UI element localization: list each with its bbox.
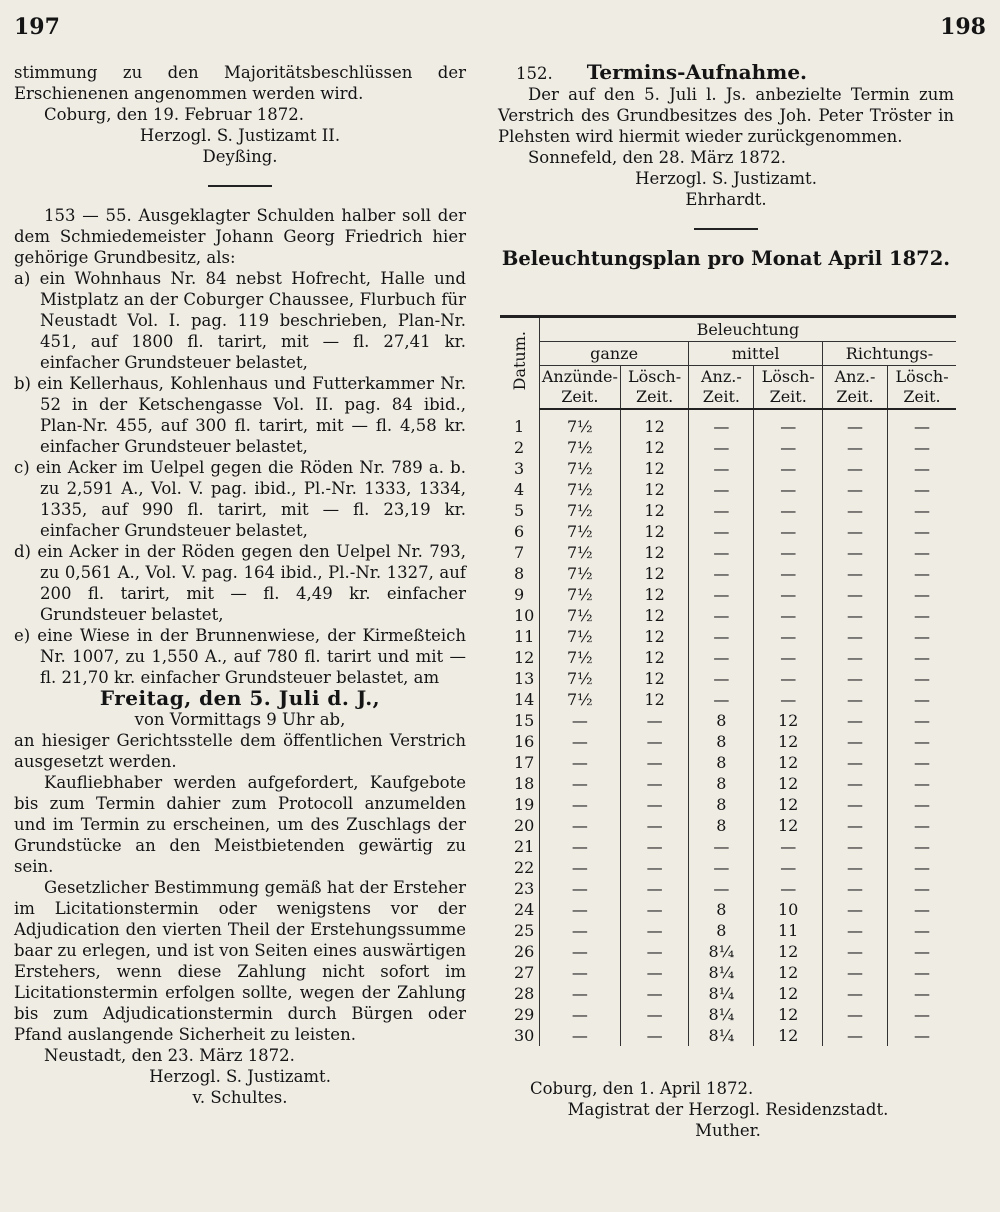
time-cell: 7½ xyxy=(539,500,620,521)
time-cell: — xyxy=(822,584,887,605)
date-cell: 6 xyxy=(500,521,539,542)
time-cell: — xyxy=(822,794,887,815)
table-row xyxy=(500,1025,956,1046)
time-cell: — xyxy=(822,710,887,731)
table-row xyxy=(500,710,956,731)
time-cell: — xyxy=(620,857,688,878)
time-cell: — xyxy=(822,479,887,500)
subgroup-header: mittel xyxy=(689,342,823,366)
time-cell: 12 xyxy=(620,437,688,458)
table-row xyxy=(500,626,956,647)
time-cell: 12 xyxy=(620,605,688,626)
table-row xyxy=(500,836,956,857)
time-cell: — xyxy=(914,564,931,583)
time-cell: 8 xyxy=(689,899,754,920)
time-cell: — xyxy=(620,815,688,836)
date-cell: 8 xyxy=(500,563,539,584)
time-cell: — xyxy=(914,690,931,709)
table-row xyxy=(500,584,956,605)
list-item: e) eine Wiese in der Brunnenwiese, der Kirmeßteich Nr. 1007, zu 1,550 A., auf 780 fl. tarirt und mit — fl. 21,70 kr. einfacher Grundsteuer belastet, am xyxy=(14,626,466,687)
date-cell: 30 xyxy=(500,1025,539,1046)
time-cell: — xyxy=(914,501,931,520)
time-cell: — xyxy=(754,584,822,605)
time-cell: — xyxy=(914,1026,931,1045)
date-cell: 3 xyxy=(500,458,539,479)
time-cell: 7½ xyxy=(539,626,620,647)
table-footer xyxy=(500,1078,956,1141)
time-cell: — xyxy=(914,438,931,457)
time-cell: — xyxy=(539,899,620,920)
list-item: c) ein Acker im Uelpel gegen die Röden Nr. 789 a. b. zu 2,591 A., Vol. V. pag. ibid., Pl.-Nr. 1333, 1334, 1335, auf 990 fl. tarirt, mit — fl. 23,19 kr. einfacher Grundsteuer belastet, xyxy=(14,458,466,540)
date-cell: 9 xyxy=(500,584,539,605)
time-cell: — xyxy=(914,480,931,499)
date-cell: 27 xyxy=(500,962,539,983)
time-cell: — xyxy=(914,711,931,730)
time-cell: 8 xyxy=(689,794,754,815)
notice-152 xyxy=(498,62,954,210)
table-row xyxy=(500,752,956,773)
left-column xyxy=(14,62,466,1108)
table-row xyxy=(500,962,956,983)
time-cell: 12 xyxy=(620,409,688,437)
time-cell: 12 xyxy=(754,962,822,983)
time-cell: — xyxy=(822,836,887,857)
time-cell: — xyxy=(822,409,887,437)
group-header: Beleuchtung xyxy=(539,317,956,342)
date-cell: 12 xyxy=(500,647,539,668)
time-cell: — xyxy=(914,648,931,667)
time-cell: 7½ xyxy=(539,479,620,500)
time-cell: — xyxy=(822,500,887,521)
time-cell: — xyxy=(689,857,754,878)
time-cell: — xyxy=(539,836,620,857)
time-cell: — xyxy=(620,773,688,794)
divider xyxy=(208,185,272,187)
time-cell: — xyxy=(620,878,688,899)
time-cell: 12 xyxy=(620,668,688,689)
date-cell: 26 xyxy=(500,941,539,962)
time-cell: — xyxy=(620,836,688,857)
time-cell: 8¼ xyxy=(689,983,754,1004)
auction-date: Freitag, den 5. Juli d. J., xyxy=(99,686,381,710)
time-cell: 12 xyxy=(620,689,688,710)
time-cell: — xyxy=(914,585,931,604)
date-cell: 2 xyxy=(500,437,539,458)
date-cell: 18 xyxy=(500,773,539,794)
time-cell: — xyxy=(822,458,887,479)
time-cell: — xyxy=(539,941,620,962)
authority: Herzogl. S. Justizamt II. xyxy=(139,126,341,145)
notice-continuation xyxy=(14,62,466,167)
date-cell: 13 xyxy=(500,668,539,689)
notice-intro: 153 — 55. Ausgeklagter Schulden halber soll der dem Schmiedemeister Johann Georg Friedrich hier gehörige Grundbesitz, als: xyxy=(14,206,466,267)
signature: Ehrhardt. xyxy=(685,190,767,209)
time-cell: — xyxy=(822,605,887,626)
time-cell: 7½ xyxy=(539,437,620,458)
place-date: Neustadt, den 23. März 1872. xyxy=(44,1046,295,1065)
time-cell: — xyxy=(822,668,887,689)
time-cell: 8 xyxy=(689,773,754,794)
column-header: Anz.-Zeit. xyxy=(822,366,887,410)
time-cell: 12 xyxy=(754,731,822,752)
time-cell: 12 xyxy=(620,521,688,542)
time-cell: — xyxy=(689,878,754,899)
paragraph: Gesetzlicher Bestimmung gemäß hat der Ersteher im Licitationstermin oder wenigstens vor der Adjudication den vierten Theil der Erstehungssumme baar zu erlegen, und ist von Seiten eines auswärtigen Erstehers, wenn diese Zahlung nicht sofort im Licitationstermin erfolgen sollte, wegen der Zahlung bis zum Adjudicationstermin durch Bürgen oder Pfand auslangende Sicherheit zu leisten. xyxy=(14,878,466,1044)
place-date: Coburg, den 1. April 1872. xyxy=(530,1079,754,1098)
date-cell: 24 xyxy=(500,899,539,920)
time-cell: — xyxy=(754,409,822,437)
authority: Magistrat der Herzogl. Residenzstadt. xyxy=(567,1100,889,1119)
time-cell: — xyxy=(539,962,620,983)
time-cell: 12 xyxy=(620,647,688,668)
time-cell: — xyxy=(914,795,931,814)
subgroup-header: Richtungs- xyxy=(822,342,956,366)
time-cell: — xyxy=(914,669,931,688)
time-cell: — xyxy=(689,689,754,710)
time-cell: — xyxy=(822,773,887,794)
time-cell: 8 xyxy=(689,920,754,941)
time-cell: — xyxy=(822,1004,887,1025)
time-cell: — xyxy=(620,752,688,773)
time-cell: — xyxy=(689,521,754,542)
divider xyxy=(694,228,758,230)
time-cell: — xyxy=(914,732,931,751)
notice-title: Termins-Aufnahme. xyxy=(586,60,808,84)
time-cell: 7½ xyxy=(539,458,620,479)
time-cell: 10 xyxy=(754,899,822,920)
time-cell: — xyxy=(620,899,688,920)
time-cell: 8¼ xyxy=(689,1025,754,1046)
time-cell: — xyxy=(914,963,931,982)
table-row xyxy=(500,521,956,542)
time-cell: 12 xyxy=(620,479,688,500)
time-cell: — xyxy=(689,668,754,689)
time-cell: — xyxy=(689,836,754,857)
time-cell: — xyxy=(754,689,822,710)
place-date: Sonnefeld, den 28. März 1872. xyxy=(528,148,786,167)
time-cell: — xyxy=(822,647,887,668)
date-cell: 10 xyxy=(500,605,539,626)
time-cell: 12 xyxy=(754,983,822,1004)
time-cell: — xyxy=(914,459,931,478)
time-cell: — xyxy=(914,522,931,541)
table-row xyxy=(500,920,956,941)
time-cell: — xyxy=(539,983,620,1004)
signature: v. Schultes. xyxy=(192,1088,288,1107)
date-cell: 28 xyxy=(500,983,539,1004)
date-cell: 17 xyxy=(500,752,539,773)
table-row xyxy=(500,1004,956,1025)
time-cell: — xyxy=(822,563,887,584)
time-cell: 8¼ xyxy=(689,941,754,962)
time-cell: — xyxy=(914,837,931,856)
table-row xyxy=(500,542,956,563)
time-cell: — xyxy=(620,731,688,752)
time-cell: 12 xyxy=(754,710,822,731)
time-cell: 12 xyxy=(754,815,822,836)
auction-venue: an hiesiger Gerichtsstelle dem öffentlichen Verstrich ausgesetzt werden. xyxy=(14,731,466,771)
table-row xyxy=(500,500,956,521)
time-cell: — xyxy=(689,584,754,605)
date-cell: 20 xyxy=(500,815,539,836)
time-cell: — xyxy=(822,752,887,773)
date-cell: 14 xyxy=(500,689,539,710)
time-cell: — xyxy=(539,1004,620,1025)
column-header: Anz.-Zeit. xyxy=(689,366,754,410)
column-header: Lösch-Zeit. xyxy=(888,366,956,410)
column-header: Lösch-Zeit. xyxy=(754,366,822,410)
time-cell: — xyxy=(689,605,754,626)
table-row xyxy=(500,794,956,815)
time-cell: — xyxy=(914,816,931,835)
time-cell: 8 xyxy=(689,815,754,836)
time-cell: — xyxy=(754,878,822,899)
date-cell: 4 xyxy=(500,479,539,500)
table-row xyxy=(500,899,956,920)
time-cell: 7½ xyxy=(539,521,620,542)
time-cell: 7½ xyxy=(539,563,620,584)
time-cell: 12 xyxy=(620,458,688,479)
time-cell: — xyxy=(754,542,822,563)
time-cell: — xyxy=(822,962,887,983)
time-cell: — xyxy=(914,900,931,919)
time-cell: 12 xyxy=(620,584,688,605)
time-cell: — xyxy=(620,920,688,941)
time-cell: — xyxy=(822,731,887,752)
time-cell: — xyxy=(754,458,822,479)
right-column xyxy=(498,62,954,269)
time-cell: 8¼ xyxy=(689,962,754,983)
table-row xyxy=(500,605,956,626)
time-cell: 12 xyxy=(754,773,822,794)
time-cell: — xyxy=(689,409,754,437)
signature: Muther. xyxy=(695,1121,761,1140)
table-row xyxy=(500,437,956,458)
table-row xyxy=(500,563,956,584)
time-cell: 12 xyxy=(754,1025,822,1046)
time-cell: — xyxy=(914,921,931,940)
time-cell: — xyxy=(689,647,754,668)
time-cell: — xyxy=(914,627,931,646)
date-cell: 1 xyxy=(500,409,539,437)
table-row xyxy=(500,458,956,479)
time-cell: — xyxy=(620,962,688,983)
time-cell: — xyxy=(539,752,620,773)
time-cell: 8 xyxy=(689,710,754,731)
time-cell: — xyxy=(689,437,754,458)
time-cell: 7½ xyxy=(539,584,620,605)
table-row xyxy=(500,815,956,836)
time-cell: 7½ xyxy=(539,542,620,563)
table-row xyxy=(500,857,956,878)
column-header: Lösch-Zeit. xyxy=(620,366,688,410)
time-cell: — xyxy=(914,879,931,898)
time-cell: — xyxy=(754,521,822,542)
date-cell: 21 xyxy=(500,836,539,857)
time-cell: 11 xyxy=(754,920,822,941)
authority: Herzogl. S. Justizamt. xyxy=(635,169,817,188)
time-cell: — xyxy=(822,899,887,920)
time-cell: — xyxy=(822,878,887,899)
paragraph: Kaufliebhaber werden aufgefordert, Kaufgebote bis zum Termin dahier zum Protocoll anzumelden und im Termin zu erscheinen, um des Zuschlags der Grundstücke an den Meistbietenden gewärtig zu sein. xyxy=(14,773,466,876)
time-cell: 7½ xyxy=(539,668,620,689)
property-list xyxy=(14,268,466,688)
time-cell: — xyxy=(539,731,620,752)
notice-number: 152. xyxy=(516,64,553,83)
table-row xyxy=(500,668,956,689)
time-cell: 12 xyxy=(754,1004,822,1025)
time-cell: — xyxy=(539,815,620,836)
time-cell: — xyxy=(914,942,931,961)
list-item: d) ein Acker in der Röden gegen den Uelpel Nr. 793, zu 0,561 A., Vol. V. pag. 164 ibid., Pl.-Nr. 1327, auf 200 fl. tarirt, mit — fl. 4,49 kr. einfacher Grundsteuer belastet, xyxy=(14,542,466,624)
time-cell: — xyxy=(822,857,887,878)
time-cell: 7½ xyxy=(539,689,620,710)
date-cell: 19 xyxy=(500,794,539,815)
table-row xyxy=(500,878,956,899)
time-cell: — xyxy=(689,458,754,479)
list-item: b) ein Kellerhaus, Kohlenhaus und Futterkammer Nr. 52 in der Ketschengasse Vol. II. pag. 84 ibid., Plan-Nr. 455, auf 300 fl. tarirt, mit — fl. 4,58 kr. einfacher Grundsteuer belastet, xyxy=(14,374,466,456)
time-cell: — xyxy=(754,563,822,584)
time-cell: — xyxy=(754,647,822,668)
time-cell: — xyxy=(689,563,754,584)
notice-heading xyxy=(516,62,954,84)
table-row xyxy=(500,647,956,668)
time-cell: 7½ xyxy=(539,605,620,626)
table-row xyxy=(500,479,956,500)
authority: Herzogl. S. Justizamt. xyxy=(149,1067,331,1086)
time-cell: — xyxy=(620,1025,688,1046)
time-cell: — xyxy=(754,668,822,689)
date-cell: 7 xyxy=(500,542,539,563)
time-cell: — xyxy=(754,836,822,857)
time-cell: — xyxy=(822,1025,887,1046)
place-date: Coburg, den 19. Februar 1872. xyxy=(44,105,304,124)
table-row xyxy=(500,689,956,710)
table-body xyxy=(500,409,956,1046)
subgroup-header: ganze xyxy=(539,342,688,366)
time-cell: — xyxy=(539,878,620,899)
column-header: Anzünde-Zeit. xyxy=(539,366,620,410)
notice-153 xyxy=(14,205,466,1108)
time-cell: — xyxy=(539,1025,620,1046)
time-cell: — xyxy=(914,417,931,436)
list-item: a) ein Wohnhaus Nr. 84 nebst Hofrecht, Halle und Mistplatz an der Coburger Chaussee, Flurbuch für Neustadt Vol. I. pag. 119 beschrieben, Plan-Nr. 451, auf 1800 fl. tarirt, mit — fl. 27,41 kr. einfacher Grundsteuer belastet, xyxy=(14,269,466,372)
time-cell: — xyxy=(914,1005,931,1024)
time-cell: — xyxy=(689,626,754,647)
time-cell: — xyxy=(539,857,620,878)
time-cell: — xyxy=(754,626,822,647)
time-cell: — xyxy=(754,605,822,626)
continuation-text: stimmung zu den Majoritätsbeschlüssen der Erschienenen angenommen werden wird. xyxy=(14,63,466,103)
time-cell: 8¼ xyxy=(689,1004,754,1025)
time-cell: — xyxy=(539,773,620,794)
table-row xyxy=(500,409,956,437)
notice-text: Der auf den 5. Juli l. Js. anbezielte Termin zum Verstrich des Grundbesitzes des Joh. Peter Tröster in Plehsten wird hiermit wieder zurückgenommen. xyxy=(498,85,954,146)
time-cell: — xyxy=(822,626,887,647)
time-cell: — xyxy=(822,689,887,710)
time-cell: 7½ xyxy=(539,409,620,437)
time-cell: — xyxy=(754,500,822,521)
time-cell: — xyxy=(914,774,931,793)
time-cell: 12 xyxy=(754,752,822,773)
time-cell: — xyxy=(689,500,754,521)
date-cell: 23 xyxy=(500,878,539,899)
time-cell: 8 xyxy=(689,752,754,773)
date-cell: 5 xyxy=(500,500,539,521)
time-cell: — xyxy=(914,984,931,1003)
time-cell: — xyxy=(914,753,931,772)
time-cell: — xyxy=(620,794,688,815)
time-cell: 12 xyxy=(754,794,822,815)
lighting-table xyxy=(500,315,956,1046)
time-cell: — xyxy=(539,794,620,815)
time-cell: — xyxy=(822,521,887,542)
time-cell: — xyxy=(822,983,887,1004)
time-cell: 12 xyxy=(620,626,688,647)
time-cell: — xyxy=(620,941,688,962)
time-cell: — xyxy=(822,941,887,962)
time-cell: 12 xyxy=(754,941,822,962)
time-cell: — xyxy=(914,543,931,562)
datum-header: Datum. xyxy=(500,317,539,410)
date-cell: 16 xyxy=(500,731,539,752)
date-cell: 25 xyxy=(500,920,539,941)
time-cell: — xyxy=(822,920,887,941)
table-title: Beleuchtungsplan pro Monat April 1872. xyxy=(501,247,951,270)
time-cell: 12 xyxy=(620,563,688,584)
time-cell: 12 xyxy=(620,500,688,521)
time-cell: — xyxy=(539,710,620,731)
time-cell: — xyxy=(822,815,887,836)
time-cell: 7½ xyxy=(539,647,620,668)
date-cell: 22 xyxy=(500,857,539,878)
date-cell: 15 xyxy=(500,710,539,731)
time-cell: — xyxy=(914,858,931,877)
auction-time: von Vormittags 9 Uhr ab, xyxy=(134,710,346,729)
time-cell: — xyxy=(689,542,754,563)
time-cell: 8 xyxy=(689,731,754,752)
time-cell: — xyxy=(914,606,931,625)
signature: Deyßing. xyxy=(202,147,278,166)
table-row xyxy=(500,731,956,752)
time-cell: — xyxy=(689,479,754,500)
time-cell: — xyxy=(754,437,822,458)
time-cell: — xyxy=(620,983,688,1004)
date-cell: 11 xyxy=(500,626,539,647)
time-cell: — xyxy=(822,437,887,458)
table-row xyxy=(500,773,956,794)
date-cell: 29 xyxy=(500,1004,539,1025)
page-number-left: 197 xyxy=(14,14,60,40)
table-row xyxy=(500,983,956,1004)
time-cell: — xyxy=(754,857,822,878)
time-cell: — xyxy=(620,710,688,731)
table-row xyxy=(500,941,956,962)
time-cell: — xyxy=(539,920,620,941)
time-cell: — xyxy=(754,479,822,500)
time-cell: — xyxy=(620,1004,688,1025)
time-cell: — xyxy=(822,542,887,563)
page-number-right: 198 xyxy=(940,14,986,40)
time-cell: 12 xyxy=(620,542,688,563)
